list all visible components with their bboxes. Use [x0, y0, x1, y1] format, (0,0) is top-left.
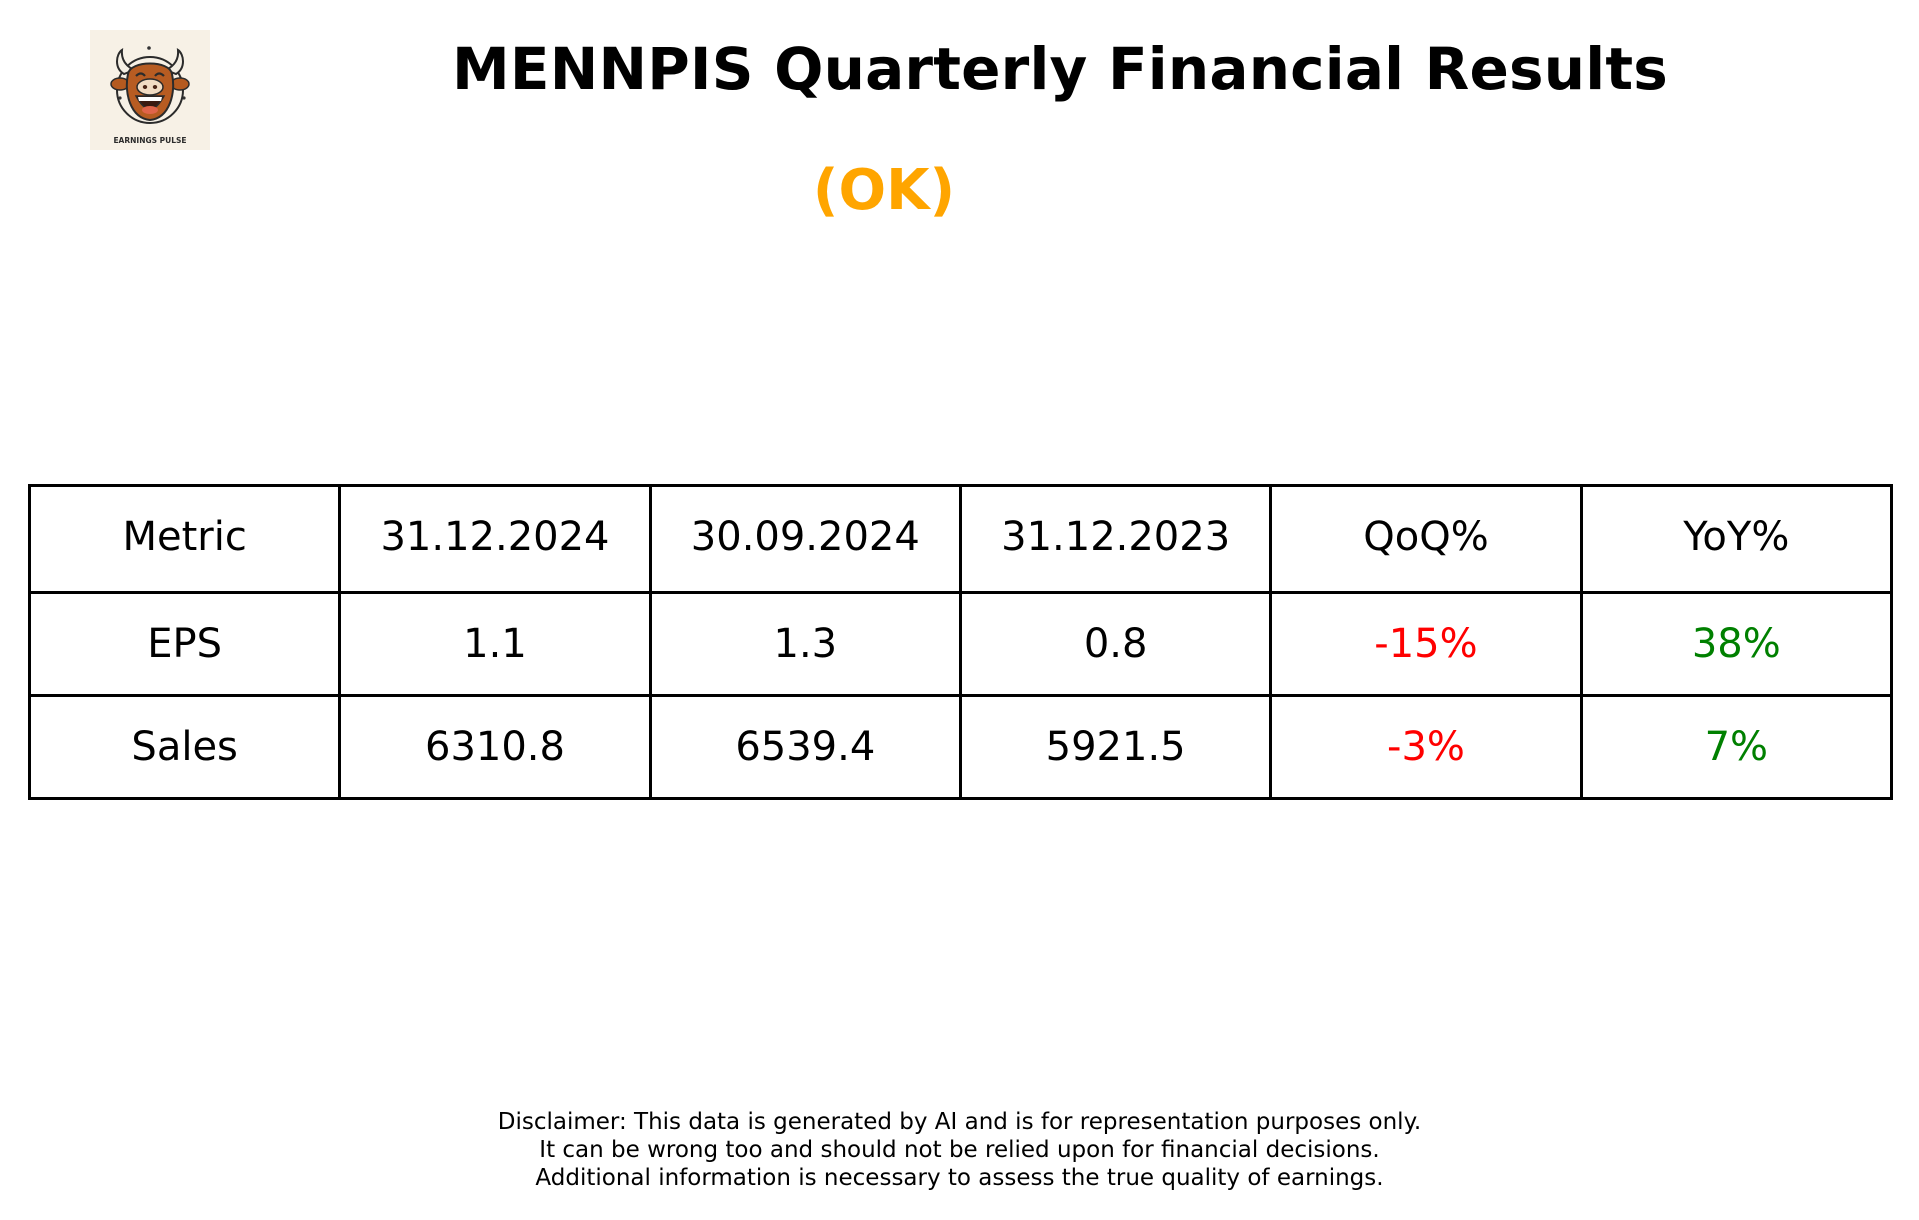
column-header-qoq: QoQ%: [1271, 486, 1581, 593]
column-header-metric: Metric: [30, 486, 340, 593]
table-row-eps: [30, 593, 1892, 696]
table-row-sales: [30, 696, 1892, 799]
yoy-change: 7%: [1581, 696, 1891, 799]
qoq-change: -3%: [1271, 696, 1581, 799]
current-quarter-value: 6310.8: [340, 696, 650, 799]
table-header-row: [30, 486, 1892, 593]
column-header-previous-quarter: 30.09.2024: [650, 486, 960, 593]
column-header-yoy: YoY%: [1581, 486, 1891, 593]
financial-results-table: [28, 484, 1893, 800]
metric-label: EPS: [30, 593, 340, 696]
yoy-change: 38%: [1581, 593, 1891, 696]
year-ago-quarter-value: 5921.5: [960, 696, 1270, 799]
column-header-current-quarter: 31.12.2024: [340, 486, 650, 593]
previous-quarter-value: 6539.4: [650, 696, 960, 799]
disclaimer-line: Additional information is necessary to assess the true quality of earnings.: [535, 1165, 1384, 1191]
previous-quarter-value: 1.3: [650, 593, 960, 696]
svg-text:EARNINGS PULSE: EARNINGS PULSE: [113, 136, 187, 145]
qoq-change: -15%: [1271, 593, 1581, 696]
page-title: MENNPIS Quarterly Financial Results: [452, 35, 1668, 103]
disclaimer-line: It can be wrong too and should not be relied upon for financial decisions.: [539, 1137, 1380, 1163]
current-quarter-value: 1.1: [340, 593, 650, 696]
disclaimer-line: Disclaimer: This data is generated by AI and is for representation purposes only.: [497, 1109, 1422, 1135]
status-badge: (OK): [812, 158, 956, 223]
disclaimer: [0, 1108, 1919, 1192]
year-ago-quarter-value: 0.8: [960, 593, 1270, 696]
column-header-year-ago-quarter: 31.12.2023: [960, 486, 1270, 593]
metric-label: Sales: [30, 696, 340, 799]
